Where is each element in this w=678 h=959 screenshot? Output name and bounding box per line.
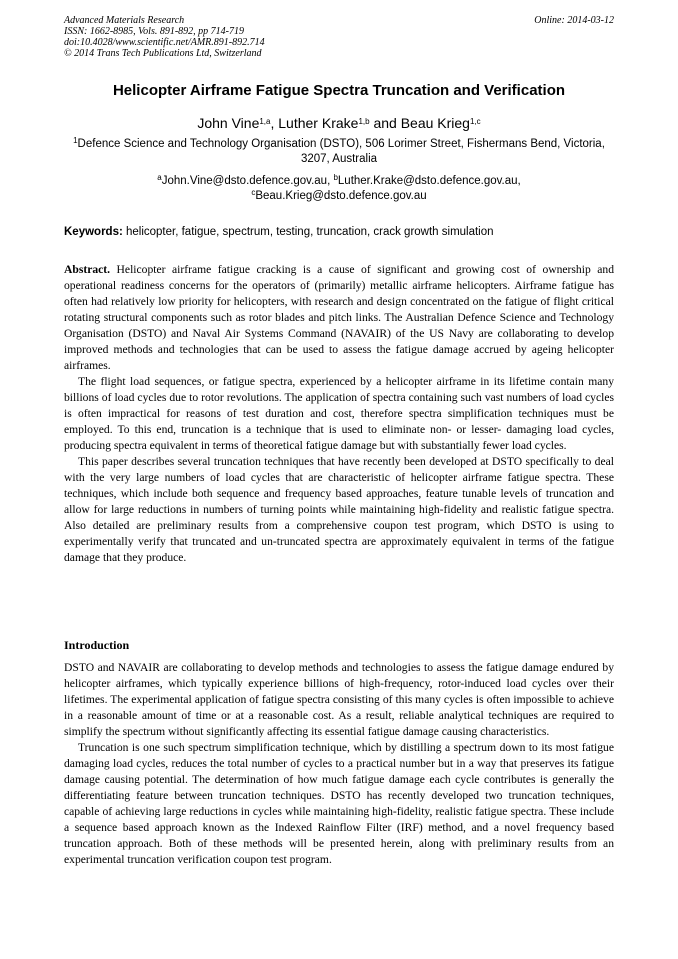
introduction-paragraph: Truncation is one such spectrum simplification technique, which by distilling a spectrum down to its most fatigue damaging load cycles, reduces the total number of cycles to a practical number but in a way that preserves its fatigue damage causing potential. The determination of how much fatigue damage each cycle contributes is generally the differentiating feature between truncation techniques. DSTO has recently developed two truncation techniques, capable of achieving large reductions in cycles while maintaining high-fidelity, realistic fatigue spectra. These include a sequence based approach known as the Indexed Rainflow Filter (IRF) method, and a novel frequency based truncation approach. Both of these methods will be presented herein, along with preliminary results from an experimental truncation verification coupon test program.	[64, 741, 614, 866]
abstract-label: Abstract.	[64, 263, 111, 276]
online-date: Online: 2014-03-12	[534, 15, 614, 26]
keywords-label: Keywords:	[64, 226, 123, 238]
abstract-text: Helicopter airframe fatigue cracking is a cause of significant and growing cost of ownership and operational readiness concerns for the operators of (primarily) metallic airframe helicopters. Airframe fatigue has often had relatively low priority for helicopters, with research and design concentrated on the fatigue of flight critical rotating structural components such as rotor blades and pitch links. The Australian Defence Science and Technology Organisation (DSTO) and Naval Air Systems Command (NAVAIR) of the US Navy are collaborating to develop improved methods and technologies that can be used to assess the fatigue damage accrued by ageing helicopter airframes.	[64, 263, 614, 372]
abstract-paragraph: The flight load sequences, or fatigue spectra, experienced by a helicopter airframe in its lifetime contain many billions of load cycles due to rotor revolutions. The application of spectra containing such vast numbers of load cycles is often impractical for reasons of test duration and cost, therefore spectra simplification techniques must be employed. To this end, truncation is a technique that is used to eliminate non- or lesser- damaging load cycles, producing spectra equivalent in terms of theoretical fatigue damage but with substantially fewer load cycles.	[64, 375, 614, 452]
email-sup: b	[333, 173, 338, 182]
email-separator: ,	[517, 175, 521, 187]
author-separator: and	[369, 115, 401, 131]
journal-issn: ISSN: 1662-8985, Vols. 891-892, pp 714-719	[64, 26, 244, 37]
abstract-paragraph: This paper describes several truncation techniques that have recently been developed at DSTO specifically to deal with the very large numbers of load cycles that are characteristic of helicopter airframe fatigue spectra. These techniques, which include both sequence and frequency based approaches, feature tunable levels of truncation and allow for large reductions in numbers of turning points while maintaining high-fidelity and realistic fatigue spectra. Also detailed are preliminary results from a comprehensive coupon test program, which DSTO is using to experimentally verify that truncated and un-truncated spectra are approximately equivalent in terms of the fatigue damage that they produce.	[64, 455, 614, 564]
email-sup: a	[157, 173, 162, 182]
author-list	[40, 114, 638, 132]
section-heading-introduction: Introduction	[64, 638, 130, 652]
keywords-text: helicopter, fatigue, spectrum, testing, truncation, crack growth simulation	[122, 226, 494, 238]
author-sup: 1,b	[358, 117, 370, 126]
email-separator: ,	[327, 175, 334, 187]
journal-copyright: © 2014 Trans Tech Publications Ltd, Switzerland	[64, 48, 262, 59]
journal-header	[64, 15, 620, 59]
affiliation-sup: 1	[73, 136, 78, 145]
introduction-section	[64, 660, 614, 868]
paper-title: Helicopter Airframe Fatigue Spectra Truncation and Verification	[112, 82, 566, 99]
author-name: Luther Krake	[278, 115, 359, 131]
email-sup: c	[251, 188, 256, 197]
keywords	[64, 225, 614, 240]
journal-doi: doi:10.4028/www.scientific.net/AMR.891-892.714	[64, 37, 265, 48]
abstract-section	[64, 262, 614, 566]
author-name: John Vine	[197, 115, 260, 131]
author-sup: 1,a	[259, 117, 271, 126]
abstract-paragraph	[64, 262, 614, 374]
introduction-paragraph: DSTO and NAVAIR are collaborating to develop methods and technologies to assess the fatigue damage endured by helicopter airframes, which typically experience billions of high-frequency, rotor-induced load cycles over their lifetimes. The experimental application of fatigue spectra consisting of this many cycles is often impossible to achieve in a reasonable amount of time or at a reasonable cost. As a result, reliable analytical techniques are required to simplify the spectrum without significantly affecting its essential fatigue damage causing characteristics.	[64, 661, 614, 738]
email-address: John.Vine@dsto.defence.gov.au	[161, 175, 328, 187]
email-list	[60, 174, 618, 204]
email-address: Beau.Krieg@dsto.defence.gov.au	[255, 190, 427, 202]
affiliation	[60, 137, 618, 167]
affiliation-text: Defence Science and Technology Organisation (DSTO), 506 Lorimer Street, Fishermans Bend, Victoria, 3207, Australia	[77, 138, 605, 165]
author-separator: ,	[270, 115, 279, 131]
author-name: Beau Krieg	[400, 115, 470, 131]
journal-name: Advanced Materials Research	[64, 15, 185, 26]
email-address: Luther.Krake@dsto.defence.gov.au	[337, 175, 518, 187]
author-sup: 1,c	[469, 117, 481, 126]
